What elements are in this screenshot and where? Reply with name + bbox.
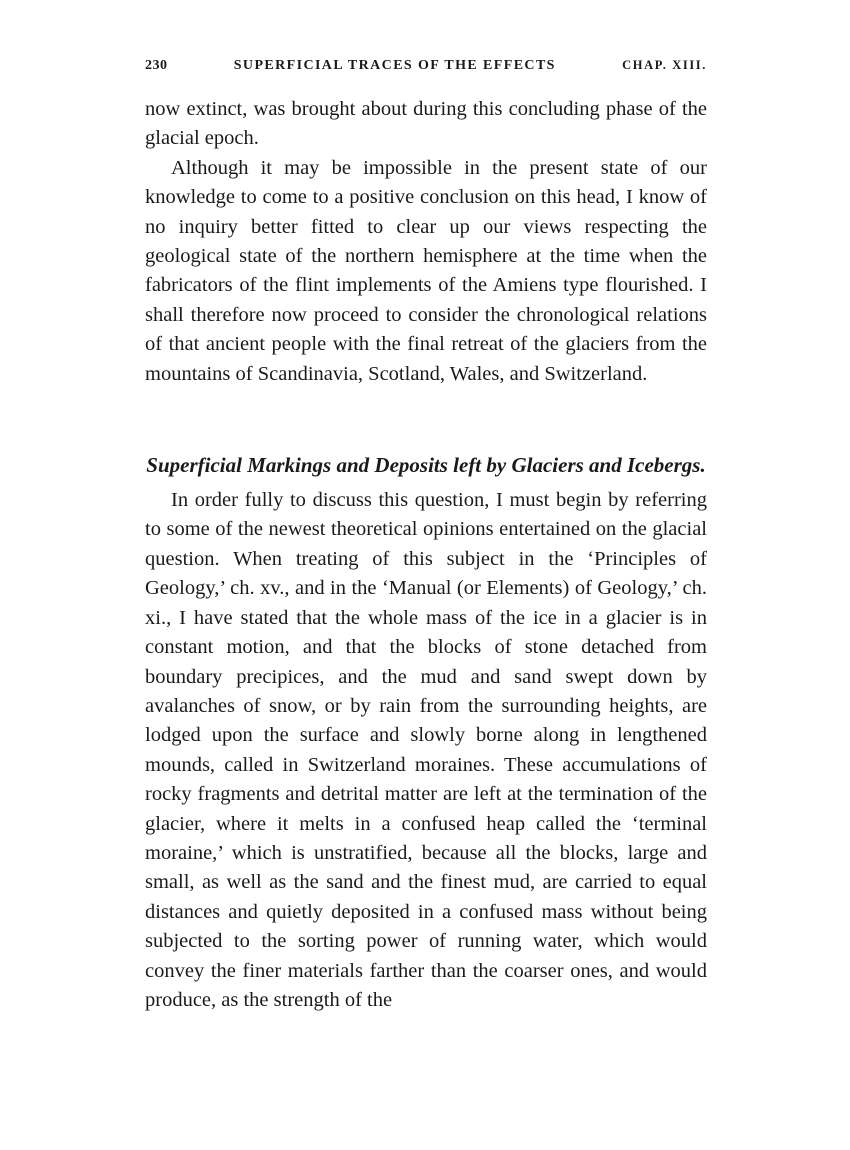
page-number: 230 (145, 58, 168, 73)
paragraph-glacial-question: In order fully to discuss this question, I must begin by referring to some of the newest theoretical opinions entertained on the glacial question. When treating of this subject in the ‘Principles of Geology,’ ch. xv., and in the ‘Manual (or Elements) of Geology,’ ch. xi., I have stated that the whole mass of the ice in a glacier is in constant motion, and that the blocks of stone detached from boundary precipices, and the mud and sand swept down by avalanches of snow, or by rain from the surrounding heights, are lodged upon the surface and slowly borne along in lengthened mounds, called in Switzerland moraines. These accumulations of rocky fragments and detrital matter are left at the termination of the glacier, where it melts in a confused heap called the ‘terminal moraine,’ which is unstratified, because all the blocks, large and small, as well as the sand and the finest mud, are carried to equal distances and quietly deposited in a confused mass without being subjected to the sorting power of running water, which would convey the finer materials farther than the coarser ones, and would produce, as the strength of the (145, 489, 707, 1011)
paragraph-chronology: Although it may be impossible in the present state of our knowledge to come to a positive conclusion on this head, I know of no inquiry better fitted to clear up our views respecting the geological state of the northern hemisphere at the time when the fabricators of the flint implements of the Amiens type flourished. I shall therefore now proceed to consider the chronological relations of that ancient people with the final retreat of the glaciers from the mountains of Scandinavia, Scotland, Wales, and Switzerland. (145, 156, 707, 385)
section-heading: Superficial Markings and Deposits left by Glaciers and Icebergs. (146, 453, 706, 478)
paragraph-continuation: now extinct, was brought about during this concluding phase of the glacial epoch. (145, 98, 707, 150)
chapter-label: CHAP. XIII. (622, 58, 707, 72)
running-title: SUPERFICIAL TRACES OF THE EFFECTS (233, 58, 556, 73)
book-page (145, 58, 707, 1015)
running-head (145, 58, 707, 86)
